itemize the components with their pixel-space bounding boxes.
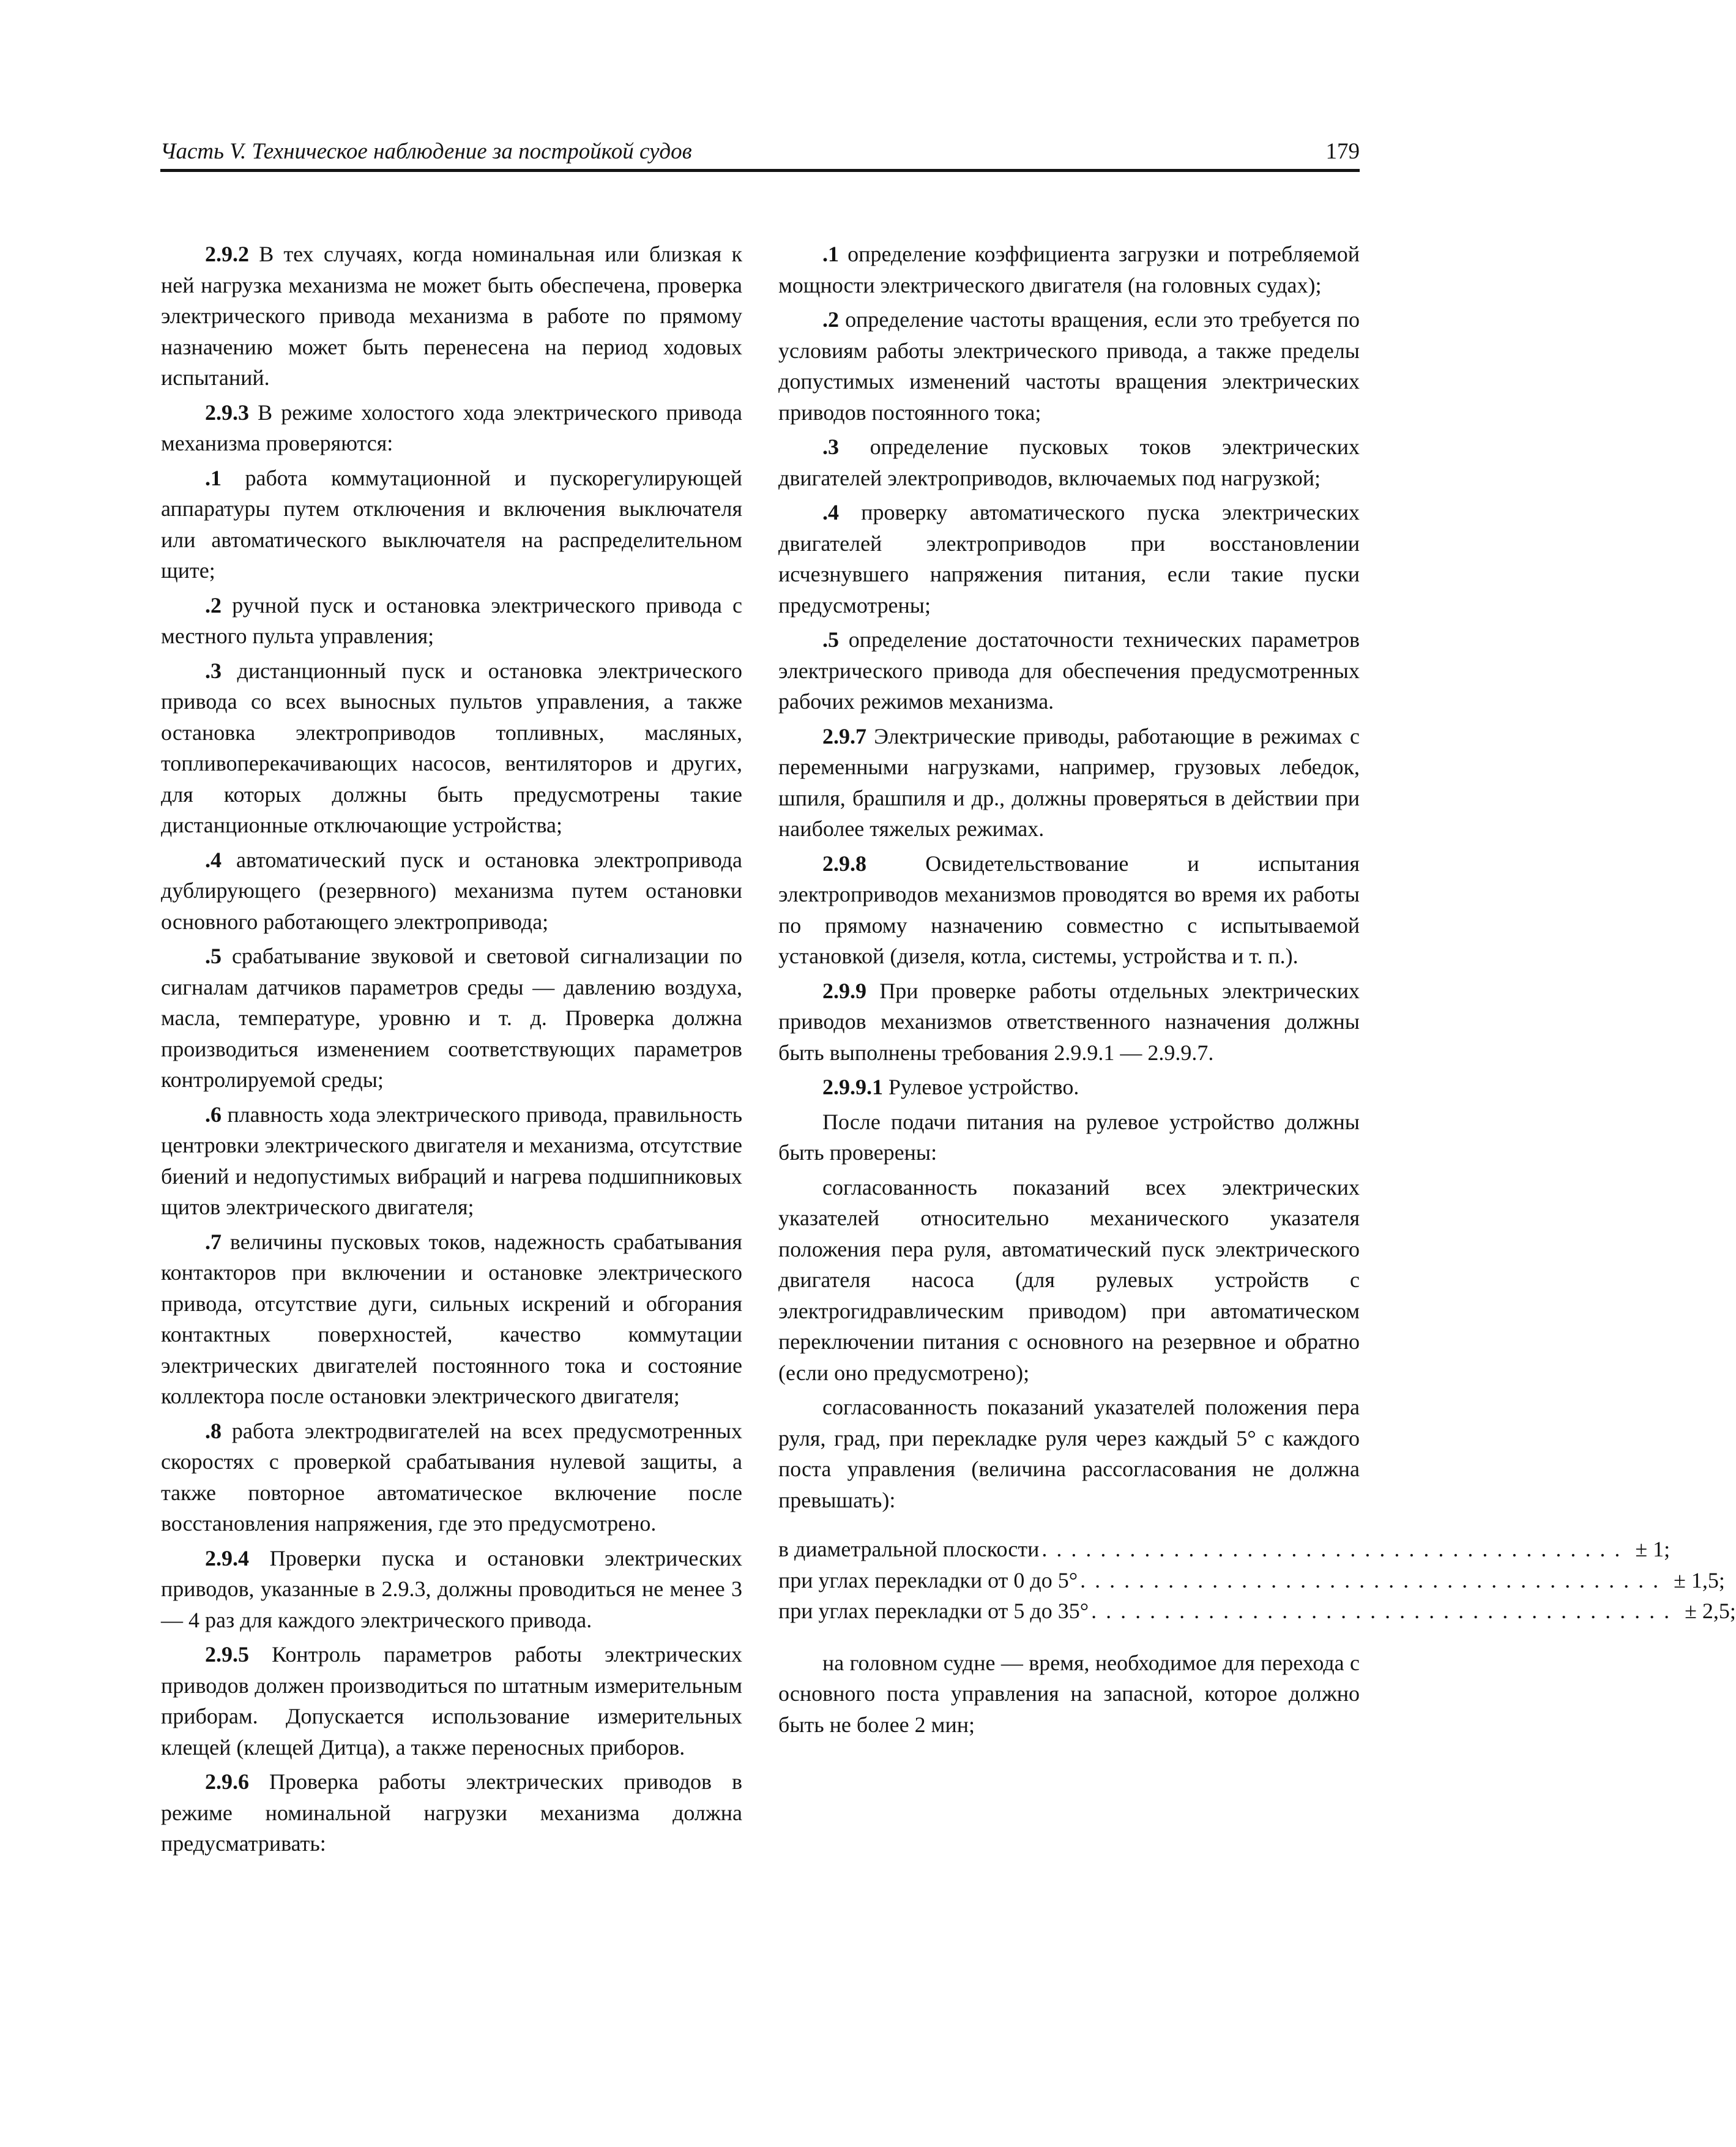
paragraph-text: определение достаточности технических параметров электрического привода для обеспечения предусмотренных рабочих режимов механизма.	[778, 627, 1360, 714]
paragraph-text: В тех случаях, когда номинальная или близкая к ней нагрузка механизма не может быть обеспечена, проверка электрического привода механизма в работе по прямому назначению может быть перенесена на период ходовых испытаний.	[161, 242, 742, 390]
paragraph-text: Рулевое устройство.	[883, 1075, 1079, 1099]
clause-number: 2.9.9	[822, 978, 866, 1003]
right-column-bottom	[778, 1648, 1360, 1741]
paragraph-text: Освидетельствование и испытания электроприводов механизмов проводятся во время их работы по прямому назначению совместно с испытываемой установкой (дизеля, котла, системы, устройства и т. п.).	[778, 851, 1360, 968]
paragraph-text: работа электродвигателей на всех предусмотренных скоростях с проверкой срабатывания нулевой защиты, а также повторное автоматическое включение после восстановления напряжения, где это предусмотрено.	[161, 1418, 742, 1536]
clause-number: .6	[205, 1102, 222, 1127]
clause-number: .8	[205, 1418, 222, 1443]
paragraph-text: дистанционный пуск и остановка электрического привода со всех выносных пультов управления, а также остановка электроприводов топливных, масляных, топливоперекачивающих насосов, вентиляторов и других, для которых должны быть предусмотрены такие дистанционные отключающие устройства;	[161, 658, 742, 837]
paragraph	[778, 976, 1360, 1069]
paragraph	[161, 463, 742, 586]
tolerance-label: в диаметральной плоскости	[778, 1537, 1040, 1561]
paragraph-text: работа коммутационной и пускорегулирующей аппаратуры путем отключения и включения выключателя или автоматического выключателя на распределительном щите;	[161, 465, 742, 583]
paragraph-text: на головном судне — время, необходимое для перехода с основного поста управления на запасной, которое должно быть не более 2 мин;	[778, 1650, 1360, 1737]
tolerance-label: при углах перекладки от 0 до 5°	[778, 1567, 1078, 1593]
running-header	[160, 136, 1360, 168]
tolerance-label: при углах перекладки от 5 до 35°	[778, 1599, 1089, 1623]
paragraph	[161, 1543, 742, 1636]
paragraph-text: определение частоты вращения, если это требуется по условиям работы электрического привода, а также пределы допустимых изменений частоты вращения электрических приводов постоянного тока;	[778, 307, 1360, 425]
paragraph-text: величины пусковых токов, надежность срабатывания контакторов при включении и остановке электрического привода, отсутствие дуги, сильных искрений и обгорания контактных поверхностей, качество коммутации электрических двигателей постоянного тока и состояние коллектора после остановки электрического двигателя;	[161, 1229, 742, 1408]
header-title: Часть V. Техническое наблюдение за постройкой судов	[160, 139, 692, 164]
clause-number: .5	[822, 627, 839, 652]
paragraph-text: проверку автоматического пуска электрических двигателей электроприводов при восстановлении исчезнувшего напряжения питания, если такие пуски предусмотрены;	[778, 500, 1360, 618]
paragraph	[161, 1099, 742, 1223]
clause-number: .1	[205, 465, 222, 490]
tolerance-row	[778, 1565, 1725, 1596]
paragraph-text: определение коэффициента загрузки и потребляемой мощности электрического двигателя (на головных судах);	[778, 242, 1360, 297]
clause-number: 2.9.3	[205, 400, 249, 425]
clause-number: .2	[822, 307, 839, 332]
paragraph	[161, 1639, 742, 1763]
clause-number: .3	[822, 435, 839, 459]
paragraph-text: ручной пуск и остановка электрического привода с местного пульта управления;	[161, 592, 742, 648]
tolerance-row	[778, 1596, 1736, 1627]
paragraph	[161, 397, 742, 459]
clause-number: .5	[205, 944, 222, 968]
right-column	[778, 239, 1736, 1744]
paragraph-text: Контроль параметров работы электрических приводов должен производиться по штатным измерительным приборам. Допускается использование измерительных клещей (клещей Дитца), а также переносных приборов.	[161, 1642, 742, 1760]
paragraph	[161, 590, 742, 652]
clause-number: 2.9.6	[205, 1769, 249, 1794]
paragraph	[778, 1107, 1360, 1168]
paragraph	[778, 304, 1360, 428]
tolerance-table	[778, 1534, 1736, 1627]
clause-number: 2.9.9.1	[822, 1075, 883, 1099]
paragraph-text: Проверки пуска и остановки электрических приводов, указанные в 2.9.3, должны проводиться не менее 3 — 4 раз для каждого электрического привода.	[161, 1545, 742, 1632]
paragraph-text: срабатывание звуковой и световой сигнализации по сигналам датчиков параметров среды — давлению воздуха, масла, температуре, уровню и т. д. Проверка должна производиться изменением соответствующих параметров контролируемой среды;	[161, 944, 742, 1092]
clause-number: 2.9.7	[822, 723, 866, 749]
clause-number: .1	[822, 242, 839, 266]
clause-number: .3	[205, 658, 222, 683]
paragraph	[161, 1227, 742, 1412]
tolerance-value: ± 2,5;	[1685, 1599, 1736, 1623]
clause-number: 2.9.2	[205, 242, 249, 266]
tolerance-value: ± 1,5;	[1674, 1567, 1725, 1593]
paragraph-text: согласованность показаний всех электрических указателей относительно механического указателя положения пера руля, автоматический пуск электрического двигателя насоса (для рулевых устройств с электрогидравлическим приводом) при автоматическом переключении питания с основного на резервное и обратно (если оно предусмотрено);	[778, 1174, 1360, 1385]
paragraph	[161, 1766, 742, 1859]
paragraph	[778, 431, 1360, 493]
clause-number: 2.9.5	[205, 1642, 249, 1667]
paragraph	[778, 497, 1360, 621]
paragraph	[778, 848, 1360, 972]
clause-number: .2	[205, 592, 222, 618]
clause-number: .7	[205, 1229, 222, 1254]
clause-number: .4	[822, 500, 839, 525]
paragraph	[161, 845, 742, 938]
dot-leader: ........................................	[1080, 1567, 1668, 1593]
paragraph	[778, 1648, 1360, 1741]
paragraph-text: плавность хода электрического привода, правильность центровки электрического двигателя и механизма, отсутствие биений и недопустимых вибраций и нагрева подшипниковых щитов электрического двигателя;	[161, 1102, 742, 1219]
header-rule	[160, 169, 1360, 172]
paragraph-text: Проверка работы электрических приводов в режиме номинальной нагрузки механизма должна предусматривать:	[161, 1769, 742, 1856]
clause-number: 2.9.8	[822, 851, 866, 876]
paragraph	[778, 624, 1360, 717]
clause-number: 2.9.4	[205, 1545, 249, 1570]
tolerance-value: ± 1;	[1635, 1537, 1671, 1561]
paragraph-text: определение пусковых токов электрических двигателей электроприводов, включаемых под нагрузкой;	[778, 435, 1360, 490]
paragraph-text: После подачи питания на рулевое устройство должны быть проверены:	[778, 1109, 1360, 1165]
left-column	[161, 239, 742, 1863]
paragraph	[161, 239, 742, 394]
paragraph	[161, 941, 742, 1096]
dot-leader: ........................................	[1041, 1537, 1630, 1561]
paragraph	[161, 1416, 742, 1539]
right-column-top	[778, 239, 1360, 1515]
page-number: 179	[1325, 139, 1360, 164]
paragraph	[778, 1072, 1360, 1103]
clause-number: .4	[205, 847, 222, 872]
paragraph-text: Электрические приводы, работающие в режимах с переменными нагрузками, например, грузовых лебедок, шпиля, брашпиля и др., должны проверяться в действии при наиболее тяжелых режимах.	[778, 723, 1360, 841]
paragraph	[778, 239, 1360, 301]
paragraph	[778, 721, 1360, 845]
paragraph-text: согласованность показаний указателей положения пера руля, град, при перекладке руля через каждый 5° с каждого поста управления (величина рассогласования не должна превышать):	[778, 1395, 1360, 1512]
paragraph-text: При проверке работы отдельных электрических приводов механизмов ответственного назначения должны быть выполнены требования 2.9.9.1 — 2.9.9.7.	[778, 978, 1360, 1065]
paragraph-text: В режиме холостого хода электрического привода механизма проверяются:	[161, 400, 742, 455]
paragraph	[161, 655, 742, 841]
paragraph	[778, 1172, 1360, 1389]
paragraph	[778, 1392, 1360, 1515]
paragraph-text: автоматический пуск и остановка электропривода дублирующего (резервного) механизма путем остановки основного работающего электропривода;	[161, 847, 742, 934]
dot-leader: ........................................	[1091, 1599, 1679, 1623]
tolerance-row	[778, 1534, 1671, 1565]
